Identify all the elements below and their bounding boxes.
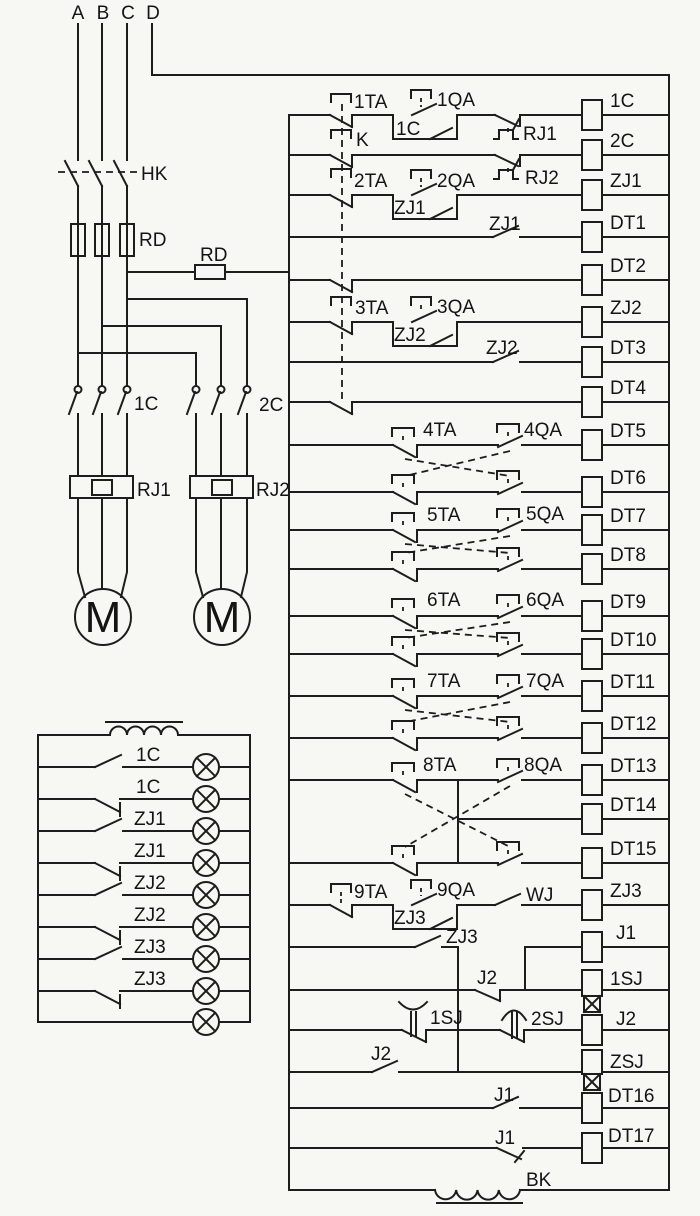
coil-1c-label: 1C [610, 91, 635, 112]
lamp-row-label: ZJ2 [134, 905, 166, 926]
lamp-row-label: ZJ3 [134, 969, 166, 990]
coil-1sj-label: 1SJ [610, 969, 643, 990]
switch-hk-label: HK [141, 164, 168, 185]
coil-dt2-label: DT2 [610, 256, 646, 277]
coil-dt9-label: DT9 [610, 592, 646, 613]
contact-zj2-no-label: ZJ2 [486, 338, 518, 359]
coil-zj3-label: ZJ3 [610, 881, 642, 902]
contact-8qa-label: 8QA [524, 755, 563, 776]
phase-b-label: B [96, 3, 110, 24]
phase-d-label: D [146, 3, 160, 24]
contact-j2-no1-label: J2 [477, 968, 498, 989]
coil-j2-label: J2 [616, 1009, 637, 1030]
contact-2ta-label: 2TA [354, 171, 388, 192]
contact-9ta-label: 9TA [354, 882, 388, 903]
fuse-rd-label: RD [139, 230, 167, 251]
lamp-row-label: ZJ3 [134, 937, 166, 958]
coil-zj2-label: ZJ2 [610, 298, 642, 319]
contact-rj1-label: RJ1 [523, 124, 557, 145]
lamp-row-label: 1C [136, 777, 161, 798]
contact-j1-nc-label: J1 [495, 1128, 516, 1149]
contact-6qa-label: 6QA [526, 590, 565, 611]
contact-5qa-label: 5QA [526, 504, 565, 525]
contact-j2-no2-label: J2 [371, 1044, 392, 1065]
overload-rj1-label: RJ1 [137, 480, 171, 501]
coil-zj1-label: ZJ1 [610, 171, 642, 192]
coil-dt1-label: DT1 [610, 213, 646, 234]
coil-dt15-label: DT15 [610, 839, 657, 860]
overload-rj2-label: RJ2 [256, 480, 290, 501]
coil-dt7-label: DT7 [610, 506, 646, 527]
contact-4ta-label: 4TA [423, 420, 457, 441]
contact-k-label: K [356, 130, 369, 151]
coil-dt10-label: DT10 [610, 630, 657, 651]
lamp-row-label: ZJ1 [134, 841, 166, 862]
contact-4qa-label: 4QA [524, 420, 563, 441]
contact-zj2-hold-label: ZJ2 [394, 325, 426, 346]
bk-transformer-label: BK [526, 1170, 552, 1191]
coil-j1-label: J1 [616, 923, 637, 944]
contact-2qa-label: 2QA [437, 171, 476, 192]
motor2-label: M [203, 593, 241, 642]
contact-1ta-label: 1TA [354, 92, 388, 113]
coil-dt8-label: DT8 [610, 545, 646, 566]
lamp-row-label: 1C [136, 745, 161, 766]
contact-j1-no-label: J1 [494, 1085, 515, 1106]
phase-a-label: A [71, 3, 85, 24]
contact-zj1-hold-label: ZJ1 [394, 198, 426, 219]
contact-zj3-hold-label: ZJ3 [394, 908, 426, 929]
coil-dt6-label: DT6 [610, 468, 646, 489]
contact-7qa-label: 7QA [526, 671, 565, 692]
contact-5ta-label: 5TA [427, 505, 461, 526]
contact-2sj-label: 2SJ [531, 1009, 564, 1030]
coil-dt16-label: DT16 [608, 1086, 655, 1107]
coil-dt13-label: DT13 [610, 756, 657, 777]
contact-1c-hold-label: 1C [396, 119, 421, 140]
coil-dt3-label: DT3 [610, 338, 646, 359]
contact-3ta-label: 3TA [355, 298, 389, 319]
coil-dt5-label: DT5 [610, 421, 646, 442]
contact-wj-label: WJ [526, 885, 554, 906]
coil-dt11-label: DT11 [610, 672, 656, 693]
motor1-label: M [84, 593, 122, 642]
coil-dt17-label: DT17 [608, 1126, 655, 1147]
contact-3qa-label: 3QA [437, 297, 476, 318]
contact-6ta-label: 6TA [427, 590, 461, 611]
contactor-1c-label: 1C [134, 394, 159, 415]
phase-c-label: C [121, 3, 135, 24]
lamp-row-label: ZJ1 [134, 809, 166, 830]
control-fuse-rd-label: RD [200, 245, 228, 266]
lamp-row-label: ZJ2 [134, 873, 166, 894]
contact-7ta-label: 7TA [427, 671, 461, 692]
coil-dt12-label: DT12 [610, 714, 657, 735]
contact-9qa-label: 9QA [437, 880, 476, 901]
coil-dt14-label: DT14 [610, 795, 657, 816]
coil-zsj-label: ZSJ [610, 1052, 644, 1073]
contact-zj3-no-label: ZJ3 [446, 927, 478, 948]
contact-zj1-no-label: ZJ1 [489, 214, 521, 235]
contact-rj2-label: RJ2 [525, 168, 559, 189]
contactor-2c-label: 2C [259, 395, 284, 416]
coil-dt4-label: DT4 [610, 378, 646, 399]
contact-8ta-label: 8TA [423, 755, 457, 776]
contact-1qa-label: 1QA [437, 90, 476, 111]
contact-1sj-label: 1SJ [430, 1008, 463, 1029]
coil-2c-label: 2C [610, 131, 635, 152]
